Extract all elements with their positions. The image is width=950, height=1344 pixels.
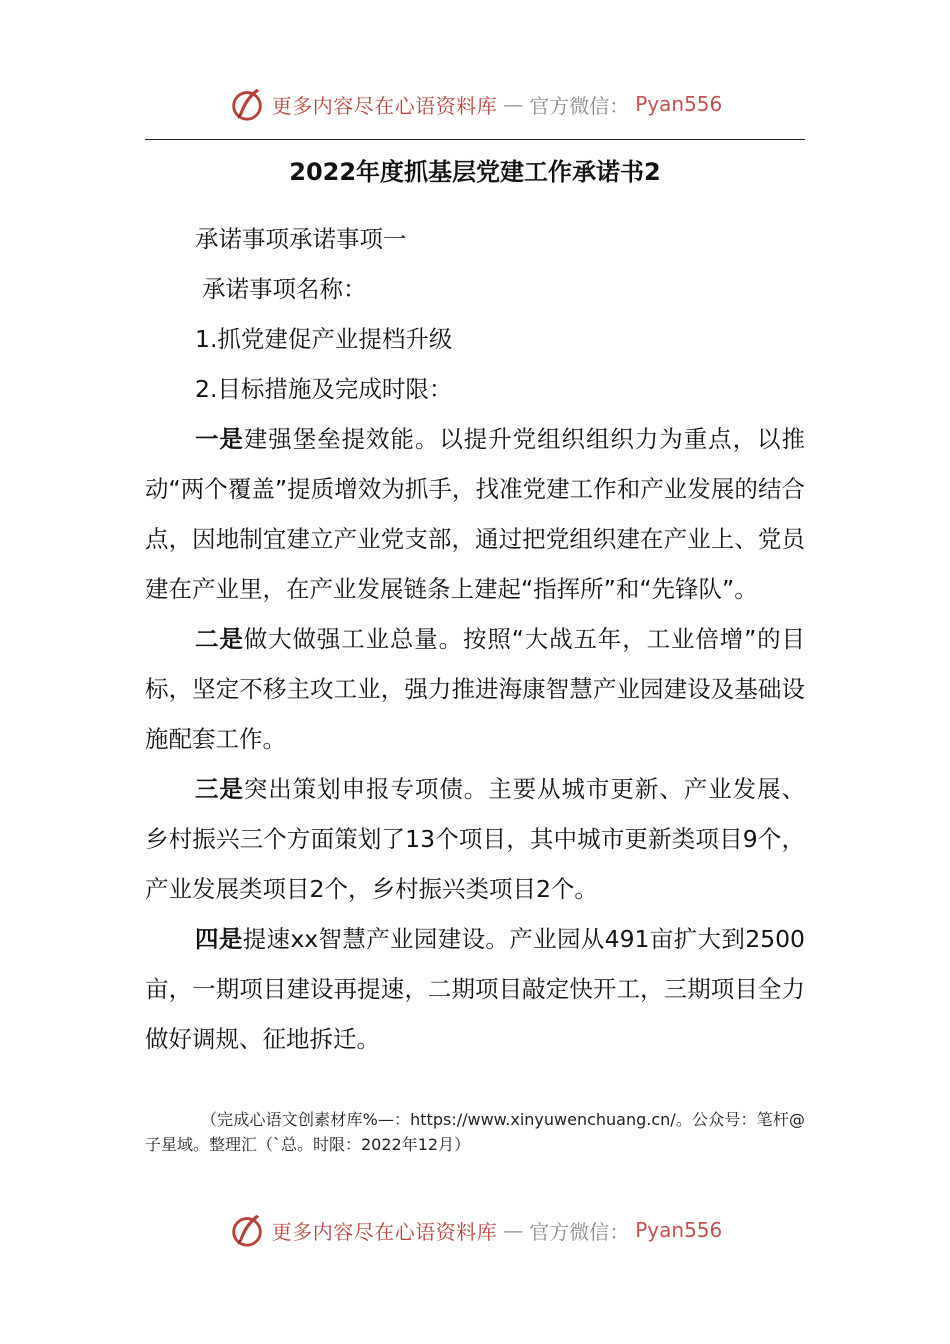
watermark-wechat-label: 官方微信： [529, 1219, 630, 1244]
source-note: （完成心语文创素材库%—：https://www.xinyuwenchuang.cn/。公众号：笔杆@子星域。整理汇（`总。时限：2022年12月） [145, 1110, 805, 1154]
paragraph-lead: 一是 [195, 425, 244, 453]
paragraph-commitment-item [145, 214, 805, 264]
quill-pen-logo-icon [228, 1211, 266, 1249]
footer-watermark [0, 1208, 950, 1252]
document-body [145, 214, 805, 1064]
document-title: 2022年度抓基层党建工作承诺书2 [289, 158, 661, 186]
paragraph-measure-two [145, 614, 805, 764]
paragraph-text: 2.目标措施及完成时限： [195, 375, 453, 403]
paragraph-text: 提速xx智慧产业园建设。产业园从491亩扩大到2500亩，一期项目建设再提速，二期项目敲定快开工，三期项目全力做好调规、征地拆迁。 [145, 925, 805, 1053]
paragraph-text: 1.抓党建促产业提档升级 [195, 325, 453, 353]
paragraph-measure-three [145, 764, 805, 914]
watermark-wechat-id: Pyan556 [635, 1218, 723, 1242]
header-watermark [0, 82, 950, 126]
paragraph-item-name-label [145, 264, 805, 314]
paragraph-lead: 三是 [195, 775, 244, 803]
paragraph-text: 突出策划申报专项债。主要从城市更新、产业发展、乡村振兴三个方面策划了13个项目，其中城市更新类项目9个，产业发展类项目2个，乡村振兴类项目2个。 [145, 775, 805, 903]
paragraph-text: 承诺事项承诺事项一 [195, 225, 407, 253]
paragraph-measure-four [145, 914, 805, 1064]
paragraph-text: 做大做强工业总量。按照“大战五年，工业倍增”的目标，坚定不移主攻工业，强力推进海康智慧产业园建设及基础设施配套工作。 [145, 625, 805, 753]
watermark-wechat-id: Pyan556 [635, 92, 723, 116]
paragraph-item-name [145, 314, 805, 364]
header-rule [145, 139, 805, 140]
paragraph-measure-one [145, 414, 805, 614]
watermark-wechat-label: 官方微信： [529, 93, 630, 118]
watermark-brand-text: 更多内容尽在心语资料库 [271, 1219, 498, 1244]
watermark-separator: — [503, 92, 524, 116]
watermark-separator: — [503, 1218, 524, 1242]
quill-pen-logo-icon [228, 85, 266, 123]
paragraph-text: 承诺事项名称： [202, 275, 367, 303]
watermark-brand-text: 更多内容尽在心语资料库 [271, 93, 498, 118]
paragraph-lead: 二是 [195, 625, 244, 653]
paragraph-lead: 四是 [195, 925, 243, 953]
paragraph-goals-label [145, 364, 805, 414]
paragraph-text: 建强堡垒提效能。以提升党组织组织力为重点，以推动“两个覆盖”提质增效为抓手，找准党建工作和产业发展的结合点，因地制宜建立产业党支部，通过把党组织建在产业上、党员建在产业里，在产业发展链条上建起“指挥所”和“先锋队”。 [145, 425, 805, 603]
